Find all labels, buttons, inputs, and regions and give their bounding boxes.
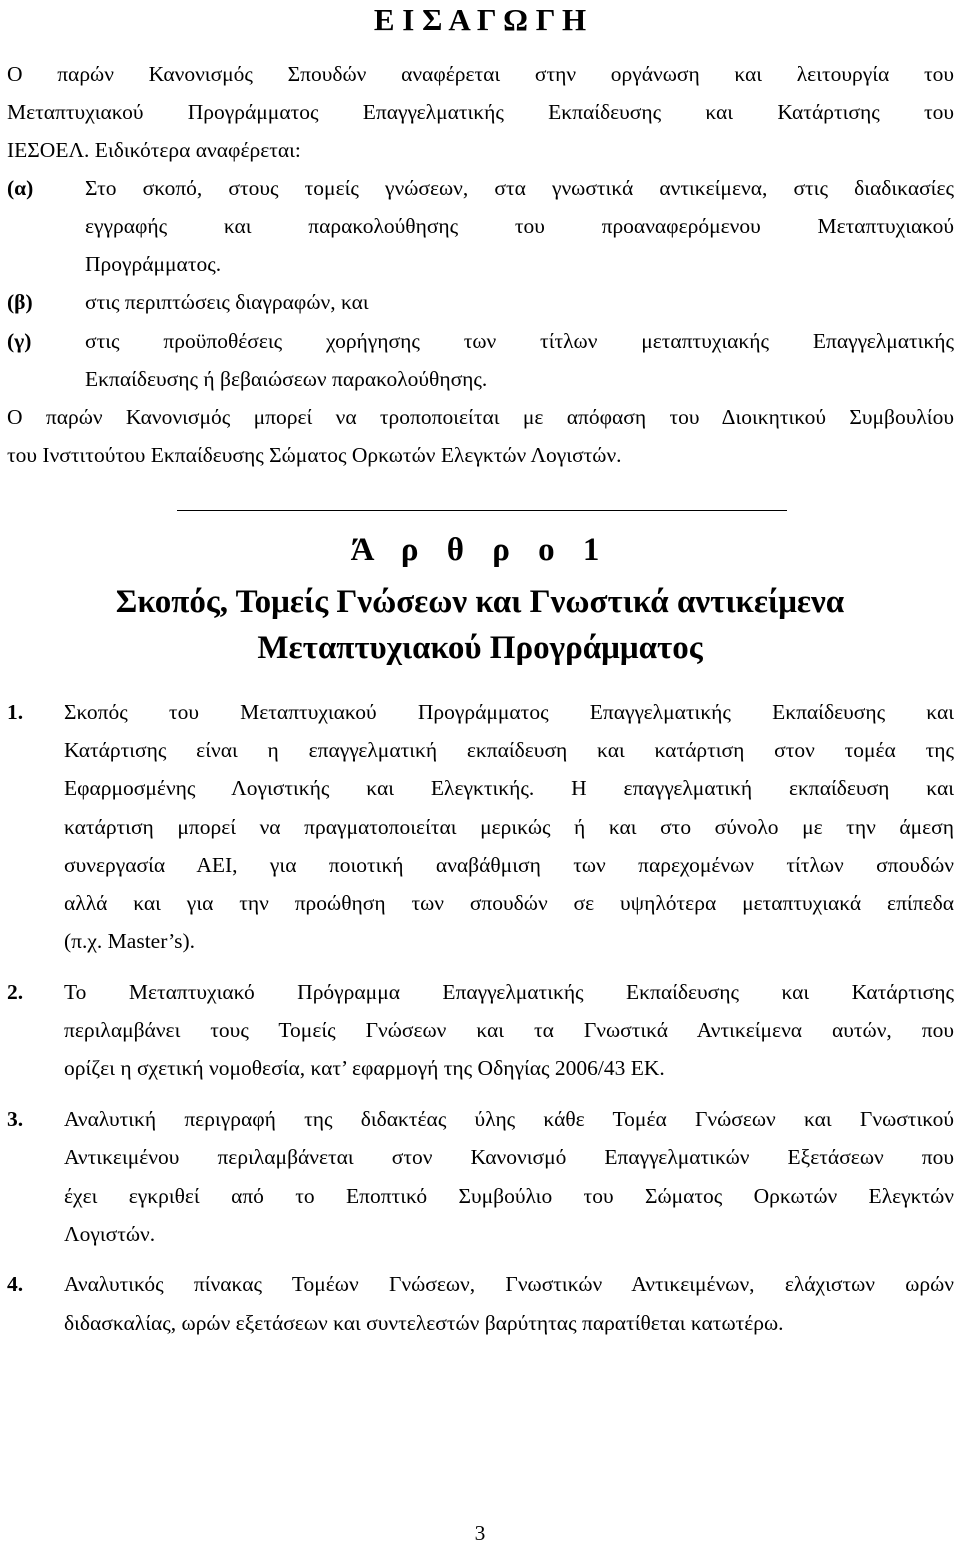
- paragraph-line: Λογιστών.: [64, 1222, 156, 1246]
- intro-line: Μεταπτυχιακού Προγράμματος Επαγγελματικής Εκπαίδευσης και Κατάρτισης του: [7, 100, 954, 124]
- item-line: στις προϋποθέσεις χορήγησης των τίτλων μεταπτυχιακής Επαγγελματικής: [85, 329, 954, 353]
- article-label: Ά ρ θ ρ ο 1: [350, 532, 610, 568]
- paragraph-line: Κατάρτισης είναι η επαγγελματική εκπαίδευση και κατάρτιση στον τομέα της: [64, 738, 954, 762]
- paragraph-line: (π.χ. Master’s).: [64, 929, 196, 953]
- paragraph-line: διδασκαλίας, ωρών εξετάσεων και συντελεστών βαρύτητας παρατίθεται κατωτέρω.: [64, 1311, 784, 1335]
- amendment-line: του Ινστιτούτου Εκπαίδευσης Σώματος Ορκωτών Ελεγκτών Λογιστών.: [7, 443, 622, 467]
- item-line: εγγραφής και παρακολούθησης του προαναφερόμενου Μεταπτυχιακού: [85, 214, 954, 238]
- item-line: στις περιπτώσεις διαγραφών, και: [85, 290, 369, 314]
- paragraph-number: 4.: [7, 1272, 24, 1296]
- item-line: Προγράμματος.: [85, 252, 222, 276]
- paragraph-line: Αντικειμένου περιλαμβάνεται στον Κανονισμό Επαγγελματικών Εξετάσεων που: [64, 1145, 954, 1169]
- intro-line: ΙΕΣΟΕΛ. Ειδικότερα αναφέρεται:: [7, 138, 301, 162]
- paragraph-line: Εφαρμοσμένης Λογιστικής και Ελεγκτικής. Η επαγγελματική εκπαίδευση και: [64, 776, 954, 800]
- paragraph-line: κατάρτιση μπορεί να πραγματοποιείται μερικώς ή και στο σύνολο με την άμεση: [64, 815, 954, 839]
- paragraph-line: Αναλυτικός πίνακας Τομέων Γνώσεων, Γνωστικών Αντικειμένων, ελάχιστων ωρών: [64, 1272, 954, 1296]
- paragraph-line: συνεργασία ΑΕΙ, για ποιοτική αναβάθμιση των παρεχομένων τίτλων σπουδών: [64, 853, 954, 877]
- item-line: Εκπαίδευσης ή βεβαιώσεων παρακολούθησης.: [85, 367, 488, 391]
- item-label: (α): [7, 176, 34, 200]
- paragraph-number: 1.: [7, 700, 24, 724]
- amendment-line: Ο παρών Κανονισμός μπορεί να τροποποιείται με απόφαση του Διοικητικού Συμβουλίου: [7, 405, 954, 429]
- paragraph-number: 3.: [7, 1107, 24, 1131]
- item-label: (β): [7, 290, 33, 314]
- item-line: Στο σκοπό, στους τομείς γνώσεων, στα γνωστικά αντικείμενα, στις διαδικασίες: [85, 176, 954, 200]
- paragraph-line: αλλά και για την προώθηση των σπουδών σε υψηλότερα μεταπτυχιακά επίπεδα: [64, 891, 954, 915]
- paragraph-line: Σκοπός του Μεταπτυχιακού Προγράμματος Επαγγελματικής Εκπαίδευσης και: [64, 700, 954, 724]
- intro-line: Ο παρών Κανονισμός Σπουδών αναφέρεται στην οργάνωση και λειτουργία του: [7, 62, 954, 86]
- divider-rule: [177, 510, 787, 511]
- paragraph-line: περιλαμβάνει τους Τομείς Γνώσεων και τα Γνωστικά Αντικείμενα αυτών, που: [64, 1018, 954, 1042]
- paragraph-line: Αναλυτική περιγραφή της διδακτέας ύλης κάθε Τομέα Γνώσεων και Γνωστικού: [64, 1107, 954, 1131]
- paragraph-number: 2.: [7, 980, 24, 1004]
- page-title: Ε Ι Σ Α Γ Ω Γ Η: [373, 2, 587, 37]
- paragraph-line: Το Μεταπτυχιακό Πρόγραμμα Επαγγελματικής Εκπαίδευσης και Κατάρτισης: [64, 980, 954, 1004]
- item-label: (γ): [7, 329, 32, 353]
- paragraph-line: έχει εγκριθεί από το Εποπτικό Συμβούλιο του Σώματος Ορκωτών Ελεγκτών: [64, 1184, 954, 1208]
- article-heading: Σκοπός, Τομείς Γνώσεων και Γνωστικά αντικείμενα: [115, 584, 845, 620]
- page-number: 3: [474, 1521, 486, 1545]
- article-heading: Μεταπτυχιακού Προγράμματος: [257, 630, 703, 666]
- paragraph-line: ορίζει η σχετική νομοθεσία, κατ’ εφαρμογή της Οδηγίας 2006/43 ΕΚ.: [64, 1056, 665, 1080]
